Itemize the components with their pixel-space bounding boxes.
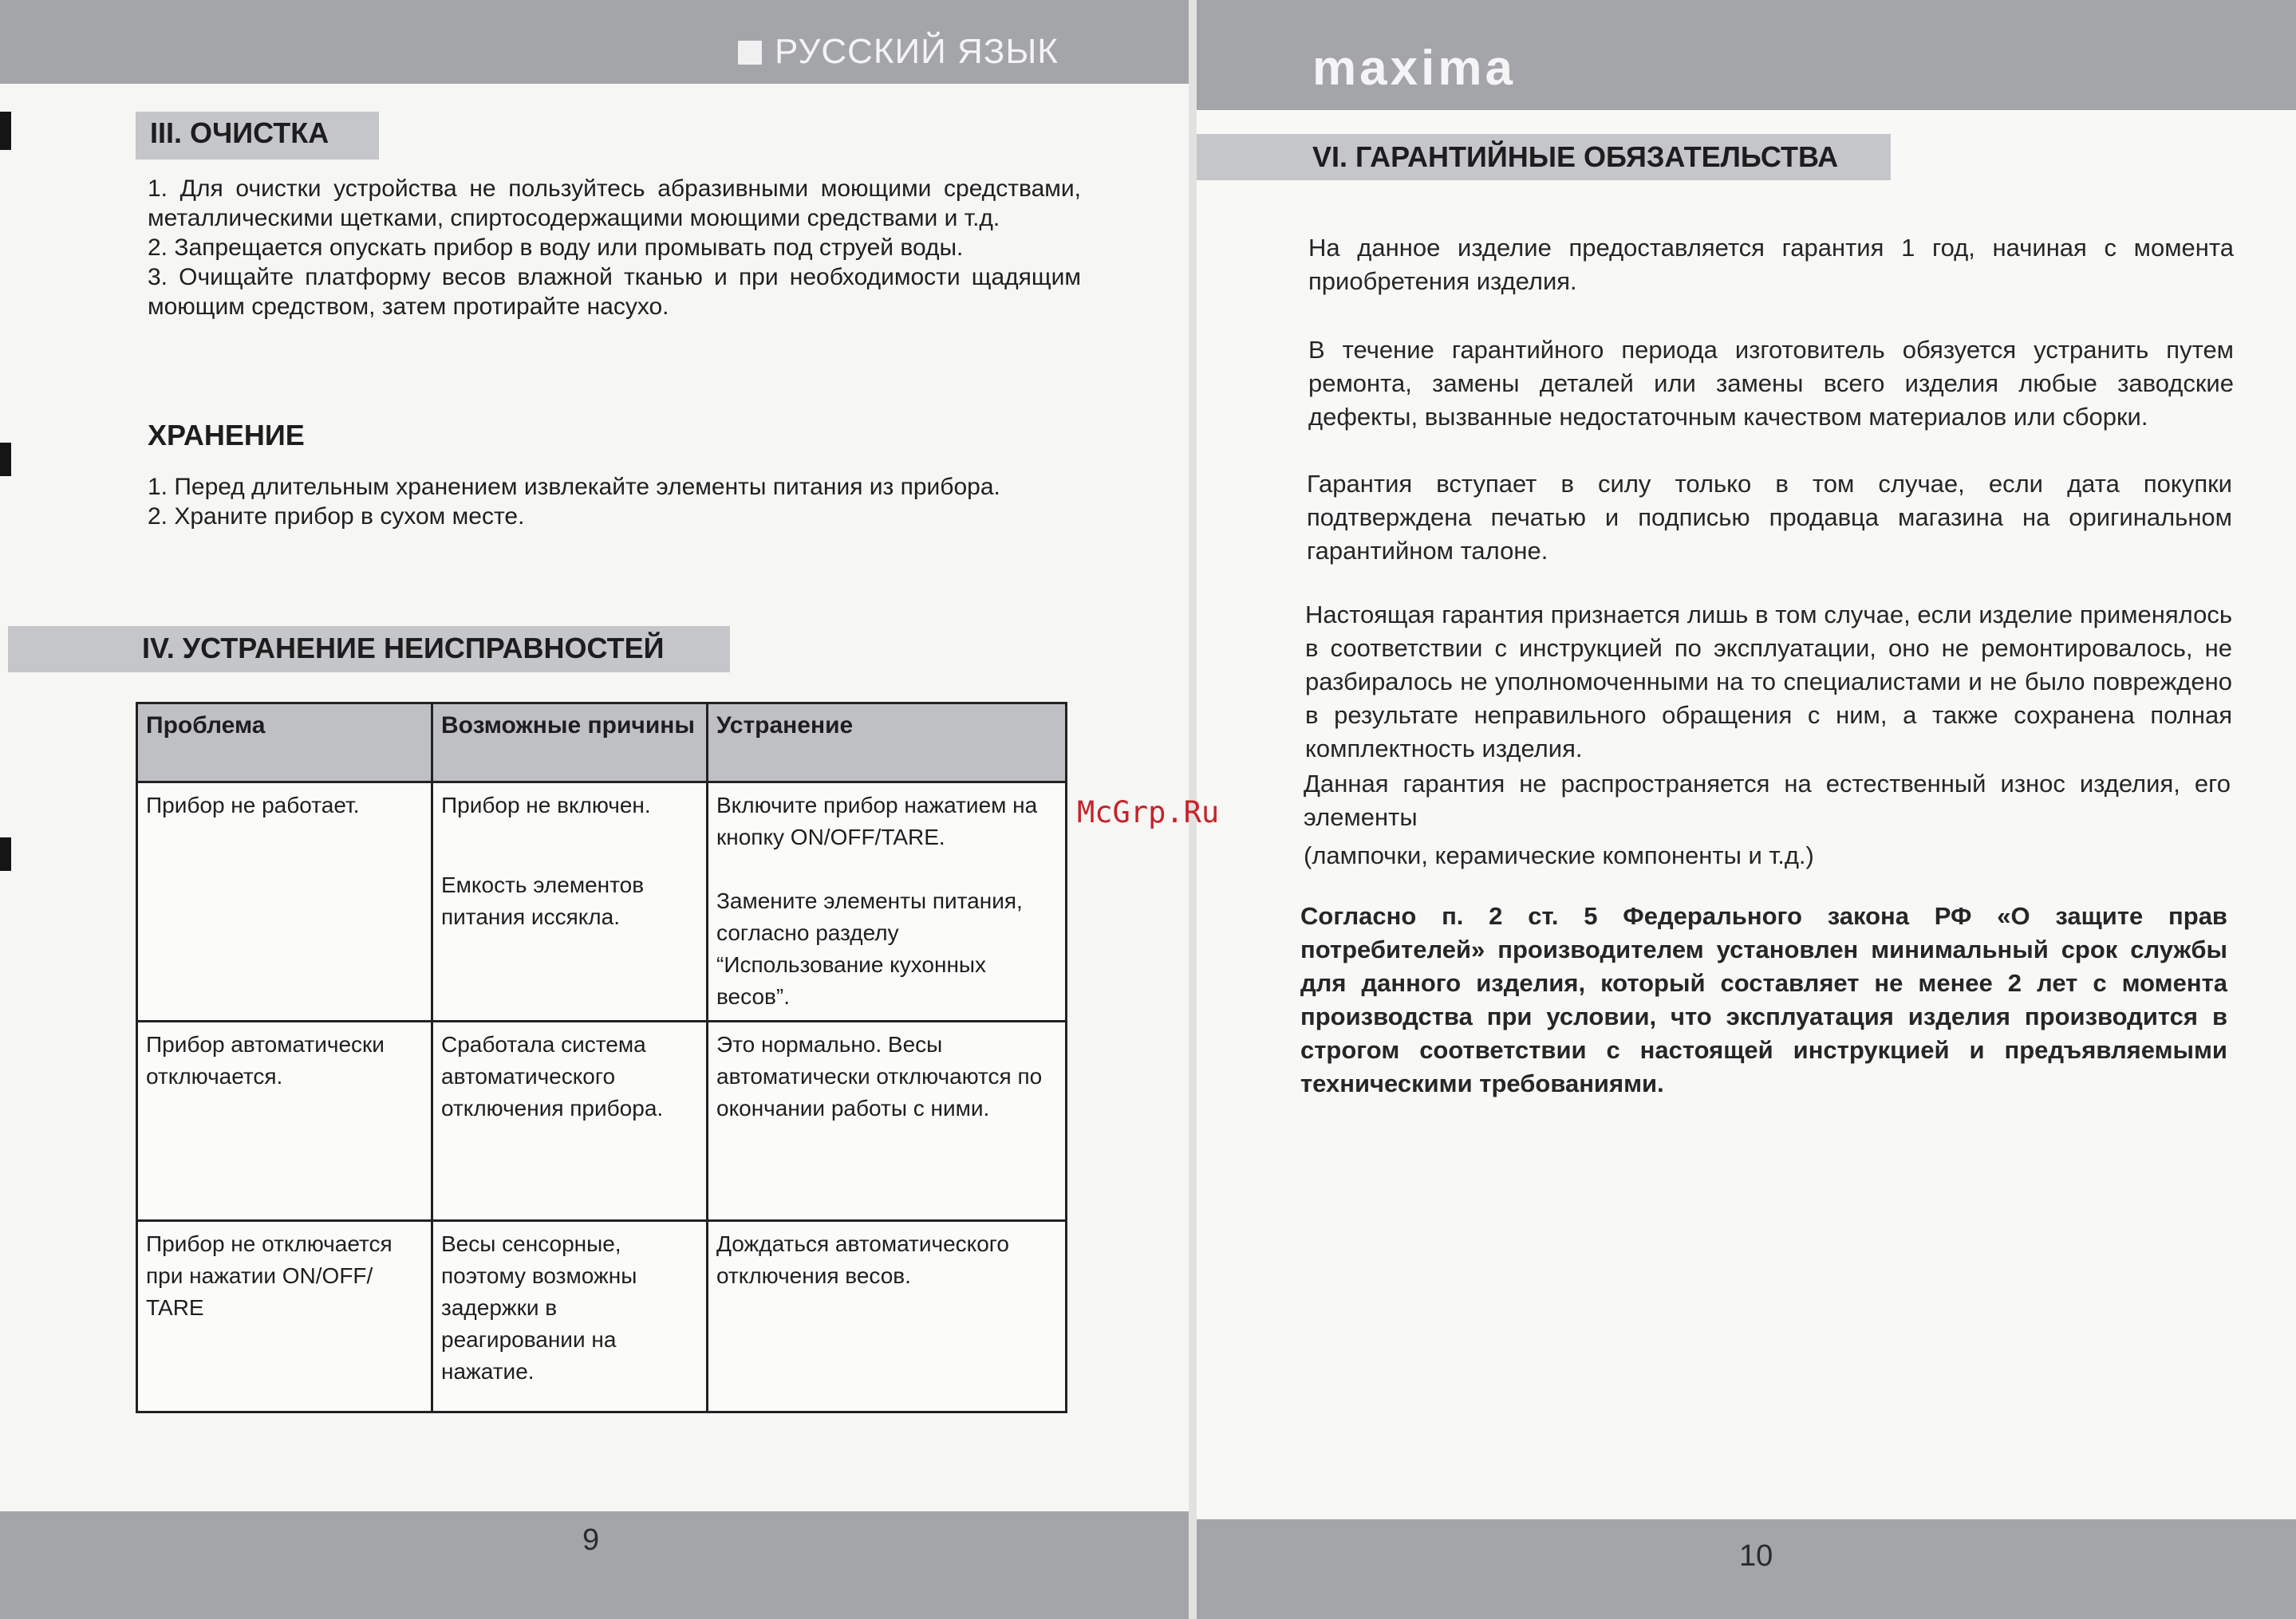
troubleshooting-table [136, 702, 1067, 1413]
cause-text: Емкость элементов питания иссякла. [441, 873, 645, 929]
brand-logo: maxima [1312, 41, 1516, 96]
warranty-legal-notice: Согласно п. 2 ст. 5 Федерального закона РФ «О защите прав потребителей» производителем установлен минимальный срок службы для данного изделия, который составляет не менее 2 лет с момента производства при условии, что эксплуатация изделия производится в строгом соответствии с настоящей инструкцией и предъявляемыми техническими требованиями. [1300, 902, 2227, 1097]
right-page [1197, 0, 2296, 1619]
warranty-p4: Настоящая гарантия признается лишь в том случае, если изделие применялось в соответствии с инструкцией по эксплуатации, оно не ремонтировалось, не разбиралось не уполномоченными на то специалистами и не было повреждено в результате неправильного обращения с ним, а также сохранена полная комплектность изделия. [1305, 601, 2232, 762]
fix-cell [708, 782, 1067, 1022]
page-number-left: 9 [582, 1523, 600, 1557]
cause-text: Прибор не включен. [441, 793, 651, 817]
warranty-p5-line: Данная гарантия не распространяется на естественный износ изделия, его элементы [1304, 770, 2231, 831]
language-header [738, 32, 1059, 72]
cause-cell: Сработала система автоматического отключения прибора. [432, 1022, 708, 1221]
table-row [137, 782, 1067, 1022]
problem-cell: Прибор не отключается при нажатии ON/OFF/ TARE [137, 1221, 432, 1412]
problem-cell: Прибор не работает. [137, 782, 432, 1022]
header-problem: Проблема [137, 703, 432, 782]
warranty-p5-line: (лампочки, керамические компоненты и т.д.) [1304, 841, 1814, 869]
table-row [137, 1022, 1067, 1221]
edge-marker [0, 443, 11, 476]
cleaning-title: III. ОЧИСТКА [150, 116, 329, 149]
storage-item: 1. Перед длительным хранением извлекайте элементы питания из прибора. [148, 474, 1000, 500]
warranty-p3: Гарантия вступает в силу только в том случае, если дата покупки подтверждена печатью и подписью продавца магазина на оригинальном гарантийном талоне. [1307, 470, 2232, 565]
edge-marker [0, 112, 11, 150]
watermark: McGrp.Ru [1077, 795, 1220, 829]
cleaning-item: 3. Очищайте платформу весов влажной тканью и при необходимости щадящим моющим средством, затем протирайте насухо. [148, 264, 1081, 320]
fix-cell: Дождаться автоматического отключения весов. [708, 1221, 1067, 1412]
cleaning-list [148, 174, 1081, 321]
problem-cell: Прибор автоматически отключается. [137, 1022, 432, 1221]
storage-item: 2. Храните прибор в сухом месте. [148, 503, 525, 530]
header-causes: Возможные причины [432, 703, 708, 782]
edge-marker [0, 837, 11, 871]
page-number-right: 10 [1739, 1539, 1773, 1573]
table-header-row [137, 703, 1067, 782]
header-fix: Устранение [708, 703, 1067, 782]
storage-list [148, 472, 1081, 531]
cleaning-item: 1. Для очистки устройства не пользуйтесь абразивными моющими средствами, металлическими щетками, спиртосодержащими моющими средствами и т.д. [148, 175, 1081, 231]
cause-cell: Весы сенсорные, поэтому возможны задержки в реагировании на нажатие. [432, 1221, 708, 1412]
warranty-p2: В течение гарантийного периода изготовитель обязуется устранить путем ремонта, замены деталей или замены всего изделия любые заводские дефекты, вызванные недостаточным качеством материалов или сборки. [1308, 336, 2234, 431]
language-header-text: РУССКИЙ ЯЗЫК [775, 32, 1059, 71]
warranty-p1: На данное изделие предоставляется гарантия 1 год, начиная с момента приобретения изделия. [1308, 234, 2234, 295]
fix-cell: Это нормально. Весы автоматически отключаются по окончании работы с ними. [708, 1022, 1067, 1221]
warranty-p5 [1304, 767, 2231, 873]
fix-text: Включите прибор нажатием на кнопку ON/OFF/TARE. [716, 793, 1038, 849]
storage-title: ХРАНЕНИЕ [148, 419, 305, 451]
square-bullet-icon [738, 41, 762, 65]
cleaning-item: 2. Запрещается опускать прибор в воду или промывать под струей воды. [148, 234, 964, 261]
warranty-title: VI. ГАРАНТИЙНЫЕ ОБЯЗАТЕЛЬСТВА [1312, 140, 1839, 173]
table-row [137, 1221, 1067, 1412]
troubleshooting-title: IV. УСТРАНЕНИЕ НЕИСПРАВНОСТЕЙ [142, 632, 665, 664]
fix-text: Замените элементы питания, согласно разделу “Использование кухонных весов”. [716, 888, 1023, 1009]
cause-cell [432, 782, 708, 1022]
